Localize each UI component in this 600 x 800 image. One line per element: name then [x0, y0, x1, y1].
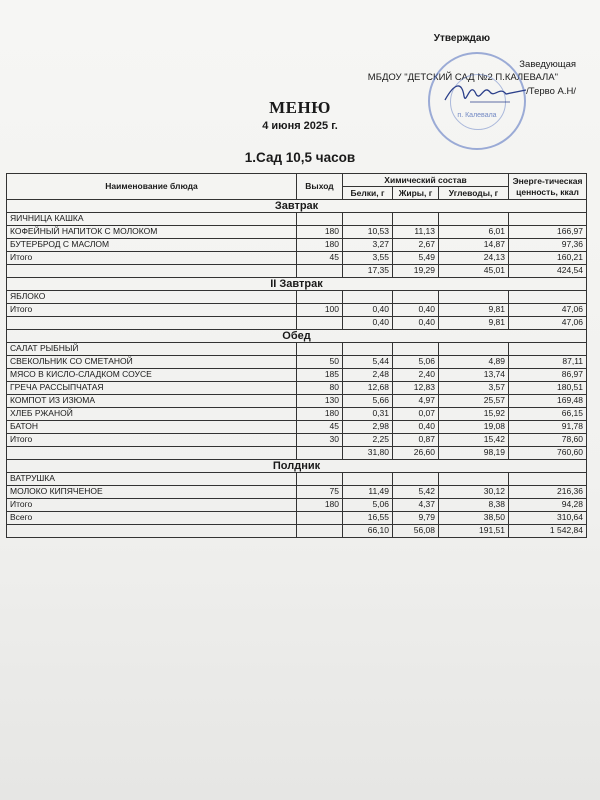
cell-protein: 5,44 [343, 356, 393, 369]
col-carbs-header: Углеводы, г [439, 187, 509, 200]
cell-fat: 56,08 [393, 525, 439, 538]
cell-fat: 0,40 [393, 421, 439, 434]
cell-fat [393, 343, 439, 356]
cell-dish [7, 525, 297, 538]
cell-energy: 78,60 [509, 434, 587, 447]
table-row [7, 473, 587, 486]
table-row [7, 512, 587, 525]
cell-carbs: 19,08 [439, 421, 509, 434]
cell-dish: ХЛЕБ РЖАНОЙ [7, 408, 297, 421]
cell-energy [509, 473, 587, 486]
col-fat-header: Жиры, г [393, 187, 439, 200]
cell-output: 130 [297, 395, 343, 408]
table-row [7, 356, 587, 369]
cell-protein: 31,80 [343, 447, 393, 460]
table-row [7, 213, 587, 226]
cell-carbs: 13,74 [439, 369, 509, 382]
cell-carbs [439, 343, 509, 356]
cell-fat: 2,67 [393, 239, 439, 252]
cell-output [297, 291, 343, 304]
cell-fat: 0,87 [393, 434, 439, 447]
cell-dish: ЯБЛОКО [7, 291, 297, 304]
cell-carbs [439, 213, 509, 226]
cell-energy [509, 291, 587, 304]
cell-protein: 10,53 [343, 226, 393, 239]
menu-table [6, 173, 587, 538]
section-title: Завтрак [7, 200, 587, 213]
cell-output [297, 265, 343, 278]
approval-org: МБДОУ "ДЕТСКИЙ САД №2 П.КАЛЕВАЛА" [367, 72, 558, 83]
cell-dish: Итого [7, 499, 297, 512]
cell-fat [393, 213, 439, 226]
cell-energy: 760,60 [509, 447, 587, 460]
menu-date: 4 июня 2025 г. [262, 120, 338, 132]
cell-fat [393, 291, 439, 304]
cell-energy: 160,21 [509, 252, 587, 265]
table-row [7, 239, 587, 252]
cell-fat: 0,40 [393, 317, 439, 330]
cell-output [297, 213, 343, 226]
cell-energy: 94,28 [509, 499, 587, 512]
cell-energy: 310,64 [509, 512, 587, 525]
col-dish-header: Наименование блюда [7, 174, 297, 200]
table-row [7, 369, 587, 382]
cell-protein [343, 213, 393, 226]
cell-energy: 180,51 [509, 382, 587, 395]
cell-carbs: 38,50 [439, 512, 509, 525]
cell-carbs: 14,87 [439, 239, 509, 252]
cell-output: 100 [297, 304, 343, 317]
cell-protein [343, 343, 393, 356]
cell-output: 180 [297, 499, 343, 512]
cell-energy: 87,11 [509, 356, 587, 369]
cell-output [297, 473, 343, 486]
table-row [7, 252, 587, 265]
cell-energy: 47,06 [509, 304, 587, 317]
cell-dish: ГРЕЧА РАССЫПЧАТАЯ [7, 382, 297, 395]
cell-energy: 97,36 [509, 239, 587, 252]
cell-output: 75 [297, 486, 343, 499]
col-output-header: Выход [297, 174, 343, 200]
col-chem-header: Химический состав [343, 174, 509, 187]
menu-subtitle: 1.Сад 10,5 часов [244, 150, 356, 165]
cell-protein: 5,66 [343, 395, 393, 408]
cell-dish: САЛАТ РЫБНЫЙ [7, 343, 297, 356]
cell-fat: 4,37 [393, 499, 439, 512]
cell-carbs: 45,01 [439, 265, 509, 278]
cell-carbs: 98,19 [439, 447, 509, 460]
cell-protein: 66,10 [343, 525, 393, 538]
cell-energy: 47,06 [509, 317, 587, 330]
cell-output: 180 [297, 239, 343, 252]
table-row [7, 291, 587, 304]
cell-protein: 0,31 [343, 408, 393, 421]
cell-energy [509, 213, 587, 226]
table-row [7, 226, 587, 239]
col-protein-header: Белки, г [343, 187, 393, 200]
cell-output [297, 447, 343, 460]
cell-dish [7, 317, 297, 330]
menu-title: МЕНЮ [269, 98, 331, 117]
cell-dish [7, 265, 297, 278]
cell-fat: 5,42 [393, 486, 439, 499]
cell-dish: ВАТРУШКА [7, 473, 297, 486]
cell-fat: 5,06 [393, 356, 439, 369]
section-title: Полдник [7, 460, 587, 473]
cell-fat: 12,83 [393, 382, 439, 395]
cell-output: 80 [297, 382, 343, 395]
cell-carbs: 3,57 [439, 382, 509, 395]
cell-protein: 3,27 [343, 239, 393, 252]
cell-output [297, 343, 343, 356]
cell-protein [343, 473, 393, 486]
cell-output [297, 512, 343, 525]
cell-fat [393, 473, 439, 486]
cell-output: 185 [297, 369, 343, 382]
approval-name: /Терво А.Н/ [526, 86, 576, 97]
section-title: II Завтрак [7, 278, 587, 291]
cell-output: 180 [297, 226, 343, 239]
table-row [7, 304, 587, 317]
cell-protein: 3,55 [343, 252, 393, 265]
cell-energy: 169,48 [509, 395, 587, 408]
cell-fat: 11,13 [393, 226, 439, 239]
cell-fat: 26,60 [393, 447, 439, 460]
cell-protein: 2,98 [343, 421, 393, 434]
cell-energy: 1 542,84 [509, 525, 587, 538]
cell-carbs: 191,51 [439, 525, 509, 538]
cell-carbs: 30,12 [439, 486, 509, 499]
cell-energy: 166,97 [509, 226, 587, 239]
cell-carbs: 24,13 [439, 252, 509, 265]
cell-dish: КОФЕЙНЫЙ НАПИТОК С МОЛОКОМ [7, 226, 297, 239]
cell-carbs: 6,01 [439, 226, 509, 239]
cell-carbs: 8,38 [439, 499, 509, 512]
cell-output [297, 317, 343, 330]
cell-protein: 2,25 [343, 434, 393, 447]
cell-output: 180 [297, 408, 343, 421]
col-energy-header: Энерге-тическая ценность, ккал [509, 174, 587, 200]
section-row [7, 330, 587, 343]
cell-dish: КОМПОТ ИЗ ИЗЮМА [7, 395, 297, 408]
table-row [7, 525, 587, 538]
cell-protein: 2,48 [343, 369, 393, 382]
cell-dish: СВЕКОЛЬНИК СО СМЕТАНОЙ [7, 356, 297, 369]
menu-table-body [7, 200, 587, 538]
cell-energy: 66,15 [509, 408, 587, 421]
cell-fat: 2,40 [393, 369, 439, 382]
cell-protein: 16,55 [343, 512, 393, 525]
cell-dish: МОЛОКО КИПЯЧЕНОЕ [7, 486, 297, 499]
cell-fat: 0,40 [393, 304, 439, 317]
table-row [7, 265, 587, 278]
cell-dish: Итого [7, 434, 297, 447]
cell-fat: 4,97 [393, 395, 439, 408]
table-row [7, 486, 587, 499]
cell-energy: 424,54 [509, 265, 587, 278]
cell-fat: 9,79 [393, 512, 439, 525]
cell-carbs: 9,81 [439, 317, 509, 330]
cell-dish: БАТОН [7, 421, 297, 434]
table-row [7, 447, 587, 460]
cell-energy: 216,36 [509, 486, 587, 499]
cell-carbs: 9,81 [439, 304, 509, 317]
table-row [7, 395, 587, 408]
cell-output: 45 [297, 421, 343, 434]
table-row [7, 343, 587, 356]
cell-protein: 17,35 [343, 265, 393, 278]
cell-output: 50 [297, 356, 343, 369]
cell-energy: 91,78 [509, 421, 587, 434]
cell-carbs [439, 291, 509, 304]
cell-protein: 12,68 [343, 382, 393, 395]
cell-output: 30 [297, 434, 343, 447]
table-row [7, 382, 587, 395]
cell-output: 45 [297, 252, 343, 265]
cell-protein [343, 291, 393, 304]
cell-protein: 5,06 [343, 499, 393, 512]
section-row [7, 200, 587, 213]
cell-protein: 11,49 [343, 486, 393, 499]
cell-carbs: 25,57 [439, 395, 509, 408]
approval-position: Заведующая [519, 59, 576, 70]
section-row [7, 460, 587, 473]
cell-protein: 0,40 [343, 304, 393, 317]
cell-dish: МЯСО В КИСЛО-СЛАДКОМ СОУСЕ [7, 369, 297, 382]
cell-dish [7, 447, 297, 460]
cell-carbs: 15,92 [439, 408, 509, 421]
cell-fat: 19,29 [393, 265, 439, 278]
cell-dish: Итого [7, 252, 297, 265]
cell-carbs: 4,89 [439, 356, 509, 369]
approval-title: Утверждаю [433, 33, 490, 44]
table-row [7, 317, 587, 330]
table-row [7, 408, 587, 421]
table-row [7, 499, 587, 512]
section-title: Обед [7, 330, 587, 343]
cell-energy: 86,97 [509, 369, 587, 382]
cell-output [297, 525, 343, 538]
cell-protein: 0,40 [343, 317, 393, 330]
cell-dish: ЯИЧНИЦА КАШКА [7, 213, 297, 226]
table-row [7, 421, 587, 434]
table-row [7, 434, 587, 447]
cell-fat: 0,07 [393, 408, 439, 421]
cell-energy [509, 343, 587, 356]
cell-dish: Итого [7, 304, 297, 317]
stamp-text: п. Калевала [457, 112, 497, 119]
cell-dish: Всего [7, 512, 297, 525]
section-row [7, 278, 587, 291]
cell-fat: 5,49 [393, 252, 439, 265]
cell-dish: БУТЕРБРОД С МАСЛОМ [7, 239, 297, 252]
cell-carbs: 15,42 [439, 434, 509, 447]
cell-carbs [439, 473, 509, 486]
